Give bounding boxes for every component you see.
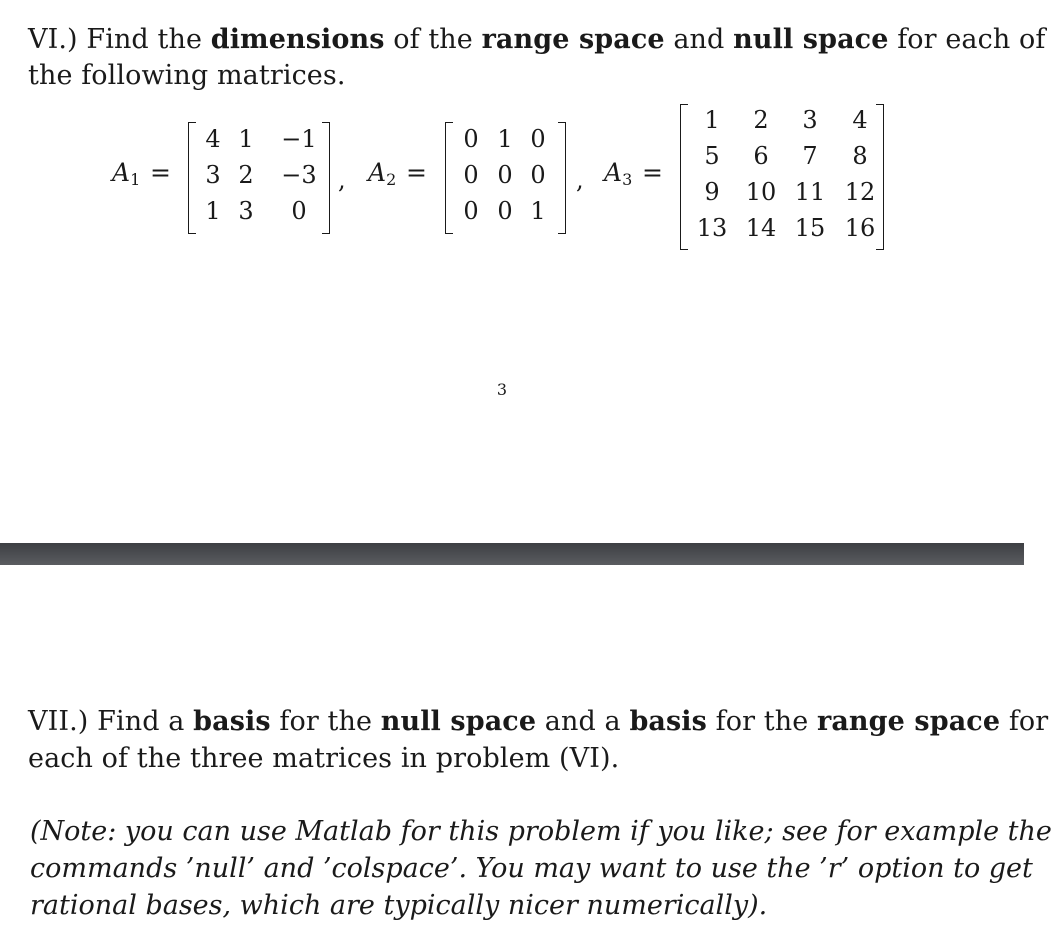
- problem-6-number: VI.): [28, 24, 78, 55]
- note-line-3: rational bases, which are typically nicer numerically).: [30, 890, 768, 921]
- matrix-a3-label: $A_3$: [604, 158, 633, 189]
- matrix-a1-cell: 0: [291, 197, 307, 225]
- matrix-a2-cell: 0: [463, 197, 479, 225]
- matrix-a3-cell: 7: [802, 142, 818, 170]
- matrix-a3-cell: 6: [753, 142, 769, 170]
- bold-basis: basis: [629, 706, 707, 737]
- problem-6-line-1: [28, 22, 1045, 58]
- right-bracket: [322, 122, 330, 234]
- right-bracket: [558, 122, 566, 234]
- page-number: 3: [496, 380, 508, 399]
- matrix-a2-cell: 1: [497, 125, 513, 153]
- matrix-a3-cell: 16: [844, 214, 876, 242]
- bold-null-space: null space: [380, 706, 537, 737]
- matrix-a1-cell: 4: [205, 125, 221, 153]
- matrix-a1-label: $A_1$: [112, 158, 141, 189]
- matrix-a3-cell: 10: [745, 178, 777, 206]
- matrix-a1-cell: −3: [281, 161, 317, 189]
- matrix-a2-cell: 0: [497, 161, 513, 189]
- note-line-2: commands ’null’ and ’colspace’. You may want to use the ’r’ option to get: [30, 853, 1033, 884]
- bold-null-space: null space: [733, 24, 889, 55]
- matrix-a1-cell: 2: [238, 161, 254, 189]
- problem-6-line-2: the following matrices.: [28, 60, 346, 91]
- matrix-a3-cell: 11: [794, 178, 826, 206]
- text-span: of the: [393, 24, 473, 55]
- problem-7-line-2: each of the three matrices in problem (VI).: [28, 743, 620, 774]
- text-span: for the: [279, 706, 373, 737]
- matrix-a3-cell: 1: [704, 106, 720, 134]
- text-span: for each of: [897, 24, 1046, 55]
- bold-range-space: range space: [817, 706, 1001, 737]
- text-span: Find a: [97, 706, 185, 737]
- equals-sign: =: [642, 158, 663, 187]
- matrix-a3-cell: 13: [696, 214, 728, 242]
- equals-sign: =: [150, 158, 171, 187]
- matrix-a2-cell: 0: [497, 197, 513, 225]
- comma: ,: [576, 166, 584, 194]
- text-span: and a: [544, 706, 621, 737]
- matrix-a3-cell: 12: [844, 178, 876, 206]
- matrix-a1-cell: 3: [238, 197, 254, 225]
- bold-basis: basis: [193, 706, 271, 737]
- text-span: for: [1008, 706, 1049, 737]
- matrix-a3-cell: 15: [794, 214, 826, 242]
- matrix-a2-label: $A_2$: [368, 158, 397, 189]
- matrix-a1-cell: 1: [205, 197, 221, 225]
- matrix-a1-cell: −1: [281, 125, 317, 153]
- matrix-a1-cell: 3: [205, 161, 221, 189]
- matrix-a3-cell: 8: [852, 142, 868, 170]
- matrix-a2-cell: 0: [463, 161, 479, 189]
- matrix-a3-cell: 3: [802, 106, 818, 134]
- text-span: and: [673, 24, 725, 55]
- problem-7-number: VII.): [28, 706, 89, 737]
- page-divider: [0, 543, 1024, 565]
- comma: ,: [338, 166, 346, 194]
- matrix-a3-cell: 9: [704, 178, 720, 206]
- text-span: for the: [715, 706, 809, 737]
- problem-7-line-1: [28, 704, 1048, 740]
- matrix-a3-cell: 2: [753, 106, 769, 134]
- matrix-a2-cell: 0: [530, 125, 546, 153]
- note-line-1: (Note: you can use Matlab for this problem if you like; see for example the: [30, 816, 1052, 847]
- matrix-a2-cell: 0: [530, 161, 546, 189]
- matrix-a3-cell: 5: [704, 142, 720, 170]
- matrix-a2-cell: 0: [463, 125, 479, 153]
- matrix-a2-cell: 1: [530, 197, 546, 225]
- equals-sign: =: [406, 158, 427, 187]
- text-span: Find the: [86, 24, 203, 55]
- matrix-a1-cell: 1: [238, 125, 254, 153]
- bold-range-space: range space: [481, 24, 665, 55]
- matrix-a3-cell: 4: [852, 106, 868, 134]
- bold-dimensions: dimensions: [210, 24, 385, 55]
- matrix-a3-cell: 14: [745, 214, 777, 242]
- matrices-row: [0, 100, 1024, 260]
